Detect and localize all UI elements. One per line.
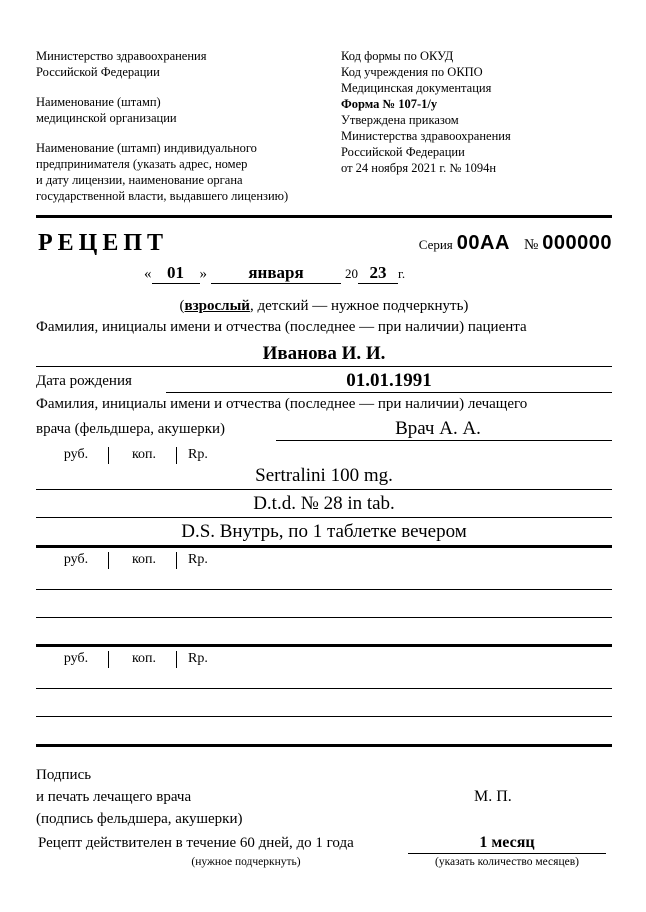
date-open-quote: «: [144, 266, 152, 282]
rx-empty-rule-2c: [36, 644, 612, 647]
validity-row: [36, 832, 612, 856]
rx-divider-2b: [176, 552, 177, 569]
doctor-name-value[interactable]: Врач А. А.: [395, 418, 481, 439]
rx-empty-rule-3b: [36, 716, 612, 717]
date-day-field[interactable]: 01: [152, 263, 200, 284]
rx-empty-rule-2a: [36, 589, 612, 590]
rx-divider-3b: [176, 651, 177, 668]
signature-block: [36, 764, 612, 830]
underline-hint-label: (нужное подчеркнуть): [191, 856, 301, 868]
patient-name-caption: Фамилия, инициалы имени и отчества (последнее — при наличии) пациента: [36, 319, 527, 335]
rx-columns-row-2: [36, 549, 612, 571]
prescription-rule-1: [36, 489, 612, 490]
age-group-row: [36, 296, 612, 316]
rx-columns-row-3: [36, 648, 612, 670]
birth-date-value[interactable]: 01.01.1991: [346, 370, 432, 391]
federation-approval-line: Российской Федерации: [341, 145, 465, 159]
order-date-line: от 24 ноября 2021 г. № 1094н: [341, 161, 497, 175]
rx-divider-1a: [108, 447, 109, 464]
okpo-code-label: Код учреждения по ОКПО: [341, 65, 483, 79]
prescription-rule-2: [36, 517, 612, 518]
organization-line-2: медицинской организации: [36, 111, 177, 125]
ministry-block: [36, 48, 341, 80]
validity-months-field[interactable]: 1 месяц: [408, 832, 606, 854]
entrepreneur-line-1: Наименование (штамп) индивидуального: [36, 141, 257, 155]
approved-by-order-line: Утверждена приказом: [341, 113, 459, 127]
rp-label-3: Rp.: [188, 651, 208, 666]
rub-label-2: руб.: [63, 552, 89, 567]
form-header: [36, 48, 612, 204]
rx-empty-rule-3c: [36, 744, 612, 747]
entrepreneur-line-4: государственной власти, выдавшего лицензию): [36, 189, 289, 203]
organization-stamp-block: [36, 94, 341, 126]
entrepreneur-line-3: и дату лицензии, наименование органа: [36, 173, 243, 187]
age-group-prefix: (: [179, 298, 185, 314]
header-left-column: [36, 48, 341, 204]
series-value: 00АА: [456, 232, 510, 254]
date-year-field[interactable]: 23: [358, 263, 398, 284]
ministry-line-1: Министерство здравоохранения: [36, 49, 207, 63]
rx-columns-row-1: [36, 444, 612, 466]
doctor-caption-line-1: Фамилия, инициалы имени и отчества (последнее — при наличии) лечащего: [36, 396, 528, 412]
okud-code-label: Код формы по ОКУД: [341, 49, 454, 63]
rp-label-1: Rp.: [188, 447, 208, 462]
patient-name-value[interactable]: Иванова И. И.: [262, 343, 386, 364]
age-group-adult-option[interactable]: взрослый: [184, 298, 250, 314]
signature-line-3: (подпись фельдшера, акушерки): [36, 811, 243, 827]
doctor-caption-line-2: врача (фельдшера, акушерки): [36, 421, 226, 437]
page-title: РЕЦЕПТ: [38, 230, 169, 256]
number-symbol: №: [523, 237, 539, 253]
rx-divider-1b: [176, 447, 177, 464]
ministry-approval-line: Министерства здравоохранения: [341, 129, 511, 143]
date-row: [36, 262, 612, 288]
date-century-label: 20: [345, 266, 358, 281]
kop-label-3: коп.: [131, 651, 157, 666]
series-number-group: [419, 228, 612, 260]
entrepreneur-line-2: предпринимателя (указать адрес, номер: [36, 157, 248, 171]
series-label: Серия: [418, 237, 453, 252]
form-number-label: Форма № 107-1/у: [341, 97, 438, 111]
date-fields: [144, 262, 405, 286]
prescription-line-1[interactable]: Sertralini 100 mg.: [255, 465, 393, 486]
birth-date-label: Дата рождения: [36, 373, 132, 389]
ministry-line-2: Российской Федерации: [36, 65, 160, 79]
validity-hints-row: [36, 854, 612, 878]
rx-divider-2a: [108, 552, 109, 569]
organization-line-1: Наименование (штамп): [36, 95, 161, 109]
patient-name-rule: [36, 366, 612, 367]
age-group-remainder: , детский — нужное подчеркнуть): [249, 298, 469, 314]
prescription-rule-3: [36, 545, 612, 548]
entrepreneur-stamp-block: [36, 140, 341, 204]
medical-documentation-label: Медицинская документация: [341, 81, 492, 95]
prescription-line-2[interactable]: D.t.d. № 28 in tab.: [253, 493, 395, 514]
number-value: 000000: [542, 232, 612, 254]
rub-label-1: руб.: [63, 447, 89, 462]
signature-line-1: Подпись: [36, 767, 92, 783]
validity-text[interactable]: Рецепт действителен в течение 60 дней, до 1 года: [38, 835, 354, 851]
date-close-quote: »: [199, 266, 207, 282]
kop-label-2: коп.: [131, 552, 157, 567]
header-divider-rule: [36, 215, 612, 218]
title-row: [36, 228, 612, 258]
date-year-suffix: г.: [398, 266, 406, 281]
header-right-column: [341, 48, 606, 204]
stamp-place-label: М. П.: [474, 788, 512, 805]
signature-line-2: и печать лечащего врача: [36, 789, 192, 805]
date-month-field[interactable]: января: [211, 263, 341, 284]
rx-empty-rule-3a: [36, 688, 612, 689]
rp-label-2: Rp.: [188, 552, 208, 567]
kop-label-1: коп.: [131, 447, 157, 462]
prescription-line-3[interactable]: D.S. Внутрь, по 1 таблетке вечером: [181, 521, 467, 542]
rx-empty-rule-2b: [36, 617, 612, 618]
rx-divider-3a: [108, 651, 109, 668]
months-hint-label: (указать количество месяцев): [435, 856, 579, 868]
doctor-name-rule: [276, 440, 612, 441]
rub-label-3: руб.: [63, 651, 89, 666]
